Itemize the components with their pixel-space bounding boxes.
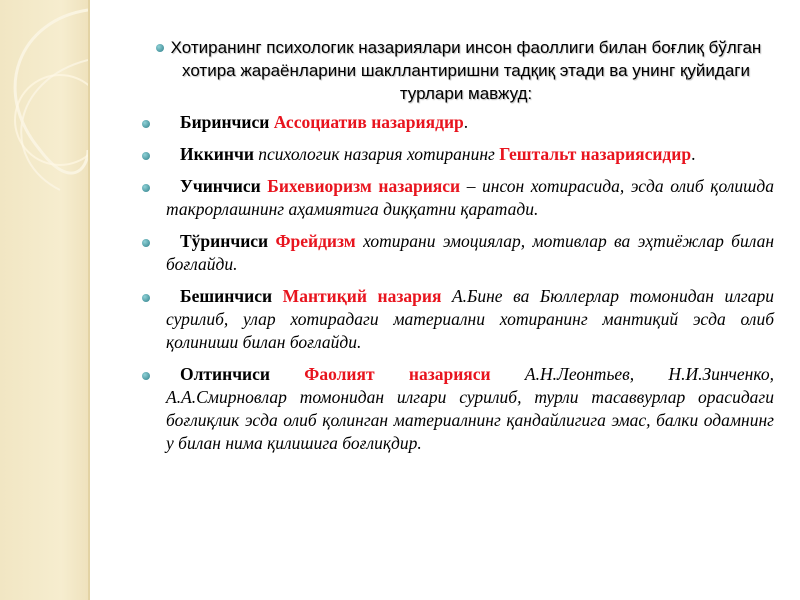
list-item-3 xyxy=(140,175,774,221)
bullet-icon xyxy=(142,184,150,192)
decorative-swirl xyxy=(0,0,88,600)
item-label: Иккинчи xyxy=(180,144,254,164)
bullet-icon xyxy=(142,294,150,302)
intro-paragraph xyxy=(140,36,774,105)
item-highlight: Гештальт назариясидир xyxy=(499,144,692,164)
intro-text: Хотиранинг психологик назариялари инсон фаоллиги билан боғлиқ бўлган хотира жараёнларини шакллантиришни тадқиқ этади ва унинг қуйидаги турлари мавжуд: xyxy=(170,38,762,103)
item-label: Биринчиси xyxy=(180,112,270,132)
item-highlight: Фрейдизм xyxy=(275,231,356,251)
decorative-side-panel xyxy=(0,0,90,600)
list-item-1 xyxy=(140,111,774,134)
item-highlight: Бихевиоризм назарияси xyxy=(267,176,461,196)
bullet-icon xyxy=(142,152,150,160)
list-item-4 xyxy=(140,230,774,276)
bullet-icon xyxy=(156,44,164,52)
list-item-6 xyxy=(140,363,774,455)
bullet-icon xyxy=(142,239,150,247)
item-label: Тўринчиси xyxy=(180,231,269,251)
bullet-icon xyxy=(142,120,150,128)
item-text-before: психологик назария хотиранинг xyxy=(253,144,500,164)
item-text: . xyxy=(463,112,469,132)
item-text: – инсон хотирасида, эсда олиб қолишда такрорлашнинг аҳамиятига диққатни қаратади. xyxy=(166,176,774,219)
item-text: . xyxy=(691,144,696,164)
bullet-icon xyxy=(142,372,150,380)
item-label: Учинчиси xyxy=(180,176,261,196)
list-item-5 xyxy=(140,285,774,354)
item-highlight: Мантиқий назария xyxy=(282,286,442,306)
item-text: А.Бине ва Бюллерлар томонидан илгари сурилиб, улар хотирадаги материални хотиранинг мантиқий эсда олиб қолиниши билан боғлайди. xyxy=(166,286,775,352)
item-label: Олтинчиси xyxy=(180,364,270,384)
item-highlight: Фаолият назарияси xyxy=(304,364,491,384)
item-text: хотирани эмоциялар, мотивлар ва эҳтиёжлар билан боғлайди. xyxy=(166,231,775,274)
item-highlight: Ассоциатив назариядир xyxy=(273,112,464,132)
item-label: Бешинчиси xyxy=(180,286,273,306)
slide-content xyxy=(140,36,774,464)
item-text: А.Н.Леонтьев, Н.И.Зинченко, А.А.Смирновлар томонидан илгари сурилиб, турли тасаввурлар орасидаги боғлиқлик эсда олиб қолинган материалнинг қандайлигига эмас, балки одамнинг у билан нима қилишига боғлиқдир. xyxy=(166,364,774,453)
list-item-2 xyxy=(140,143,774,166)
